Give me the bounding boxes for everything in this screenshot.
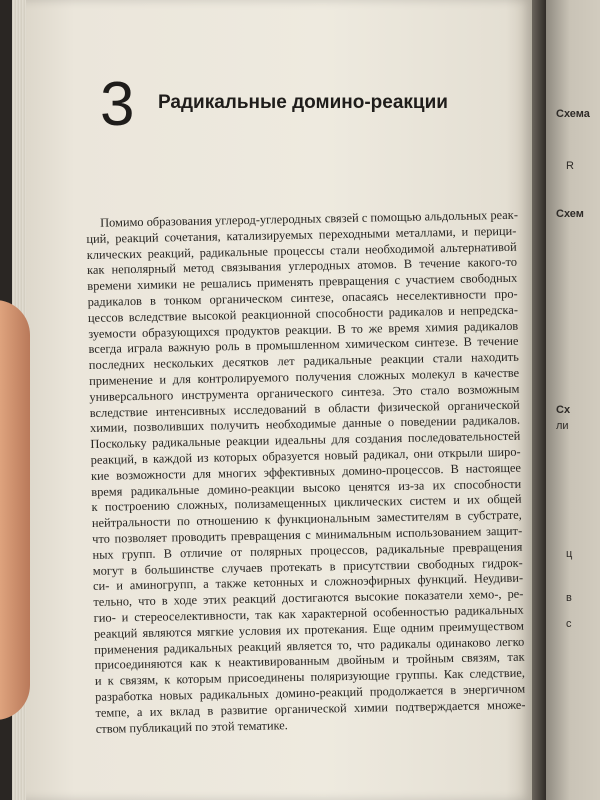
body-line: клических реакций, радикальные процессы стали необходимой альтернативой bbox=[86, 239, 517, 262]
next-page-margin-text: ли bbox=[556, 420, 569, 432]
body-line: ством публикаций по этой тематике. bbox=[95, 717, 288, 736]
next-page-margin-text: с bbox=[566, 618, 572, 630]
body-line: универсального инструмента органического синтеза. Это стало возможным bbox=[89, 381, 520, 404]
body-line: нейтральности по отношению к функциональным заместителям в субстрате, bbox=[91, 507, 522, 531]
body-line: си- и аминогрупп, а также кетонных и сложноэфирных функций. Неудиви- bbox=[92, 571, 524, 594]
body-line: реакций являются мягкие условия их протекания. Еще одним преимуществом bbox=[93, 618, 525, 641]
body-line: темпе, а их вклад в развитие органической химии подтверждается множе- bbox=[95, 697, 526, 720]
body-line: последних нескольких десятков лет радикальные реакции стали находить bbox=[88, 349, 519, 373]
body-line: гио- и стереоселективности, так как характерной особенностью радикальных bbox=[93, 602, 524, 625]
body-line: химии, позволивших получить необходимые данные о поведении радикалов. bbox=[89, 413, 521, 436]
body-line: кие возможности для многих эффективных домино-процессов. В настоящее bbox=[90, 460, 522, 483]
body-line: времени химики не решались применять превращения с участием свободных bbox=[87, 270, 518, 294]
body-line: ных групп. В отличие от полярных процессов, радикальные превращения bbox=[92, 539, 523, 562]
body-line: реакций, в каждой из которых образуется новый радикал, они открыли широ- bbox=[90, 444, 521, 467]
body-line: ций, реакций сочетания, катализируемых переходными металлами, и перици- bbox=[86, 223, 517, 246]
body-line: применения радикальных реакций является то, что радикалы одинаково легко bbox=[94, 634, 525, 657]
body-line: применение и для контролируемого получения сложных молекул в качестве bbox=[89, 365, 520, 388]
body-line: зуемости образующихся продуктов реакции. В то же время химия радикалов bbox=[88, 318, 519, 341]
body-line: время радикальные домино-реакции высоко ценятся из-за их способности bbox=[91, 476, 522, 499]
body-line: могут в большинстве случаев протекать в присутствии свободных гидрок- bbox=[92, 555, 523, 578]
body-line: цессов вследствие высокой реакционной способности радикалов и непредска- bbox=[87, 302, 519, 325]
chapter-body-text bbox=[86, 208, 526, 737]
body-line: разработка новых радикальных домино-реакций продолжается в энергичном bbox=[95, 681, 526, 704]
body-line: и к связям, к которым присоединены поляризующие группы. Как следствие, bbox=[94, 665, 525, 689]
book-gutter bbox=[532, 0, 546, 800]
body-line: присоединяются как к неактивированным двойным и тройным связям, так bbox=[94, 649, 525, 673]
next-page-margin-text: Схема bbox=[556, 108, 590, 120]
body-line: Поскольку радикальные реакции идеальны для создания последовательностей bbox=[90, 428, 521, 452]
body-line: Помимо образования углерод-углеродных связей с помощью альдольных реак- bbox=[99, 207, 519, 230]
next-page-margin-text: Сх bbox=[556, 404, 571, 416]
body-line: к построению сложных, полизамещенных циклических систем и их общей bbox=[91, 492, 522, 515]
body-line: вследствие интенсивных исследований в области физической органической bbox=[89, 397, 520, 420]
body-line: тельно, что в ходе этих реакций достигаются высокие показатели хемо-, ре- bbox=[93, 586, 524, 610]
chapter-number: 3 bbox=[100, 70, 135, 139]
next-page-margin-text: Схем bbox=[556, 208, 584, 220]
body-line: как неполярный метод связывания углеродных атомов. В течение какого-то bbox=[86, 255, 518, 278]
next-page-margin-text: в bbox=[566, 592, 572, 604]
body-line: что позволяет проводить превращения с минимальным использованием защит- bbox=[92, 523, 523, 546]
chapter-title: Радикальные домино-реакции bbox=[158, 92, 448, 113]
thumb-holding-book bbox=[0, 300, 30, 720]
next-page-margin-text: R bbox=[566, 160, 574, 172]
next-page-margin-text: ц bbox=[566, 548, 573, 560]
body-line: радикалов в тонком органическом синтезе, опасаясь неселективности про- bbox=[87, 286, 518, 309]
body-line: всегда играла важную роль в промышленном химическом синтезе. В течение bbox=[88, 334, 519, 357]
next-page bbox=[546, 0, 600, 800]
